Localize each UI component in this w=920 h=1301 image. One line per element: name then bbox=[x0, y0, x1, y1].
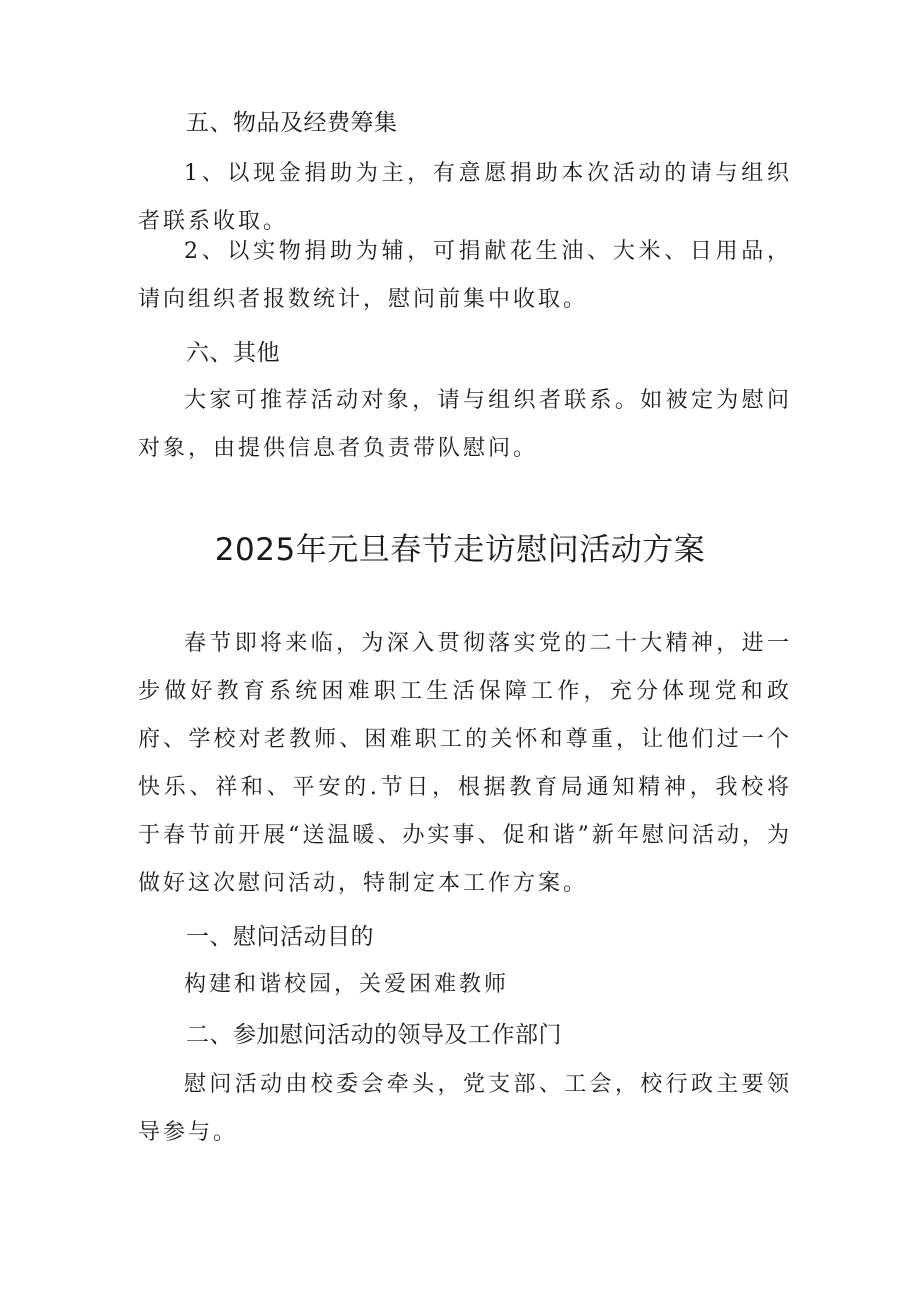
section6-heading: 六、其他 bbox=[186, 340, 280, 366]
section5-heading: 五、物品及经费筹集 bbox=[186, 110, 398, 136]
section5-item1: 1、以现金捐助为主，有意愿捐助本次活动的请与组织者联系收取。 bbox=[138, 161, 792, 234]
section5-item2: 2、以实物捐助为辅，可捐献花生油、大米、日用品，请向组织者报数统计，慰问前集中收取。 bbox=[138, 239, 792, 312]
section1-heading: 一、慰问活动目的 bbox=[186, 924, 374, 950]
document-title: 2025年元旦春节走访慰问活动方案 bbox=[214, 532, 706, 568]
section6-text: 大家可推荐活动对象，请与组织者联系。如被定为慰问对象，由提供信息者负责带队慰问。 bbox=[138, 388, 792, 461]
intro-paragraph: 春节即将来临，为深入贯彻落实党的二十大精神，进一步做好教育系统困难职工生活保障工作，充分体现党和政府、学校对老教师、困难职工的关怀和尊重，让他们过一个快乐、祥和、平安的.节日，根据教育局通知精神，我校将于春节前开展“送温暖、办实事、促和谐”新年慰问活动，为做好这次慰问活动，特制定本工作方案。 bbox=[138, 631, 792, 896]
section1-text: 构建和谐校园，关爱困难教师 bbox=[184, 972, 510, 997]
section2-text: 慰问活动由校委会牵头，党支部、工会，校行政主要领导参与。 bbox=[138, 1072, 792, 1145]
section2-heading: 二、参加慰问活动的领导及工作部门 bbox=[186, 1022, 562, 1048]
